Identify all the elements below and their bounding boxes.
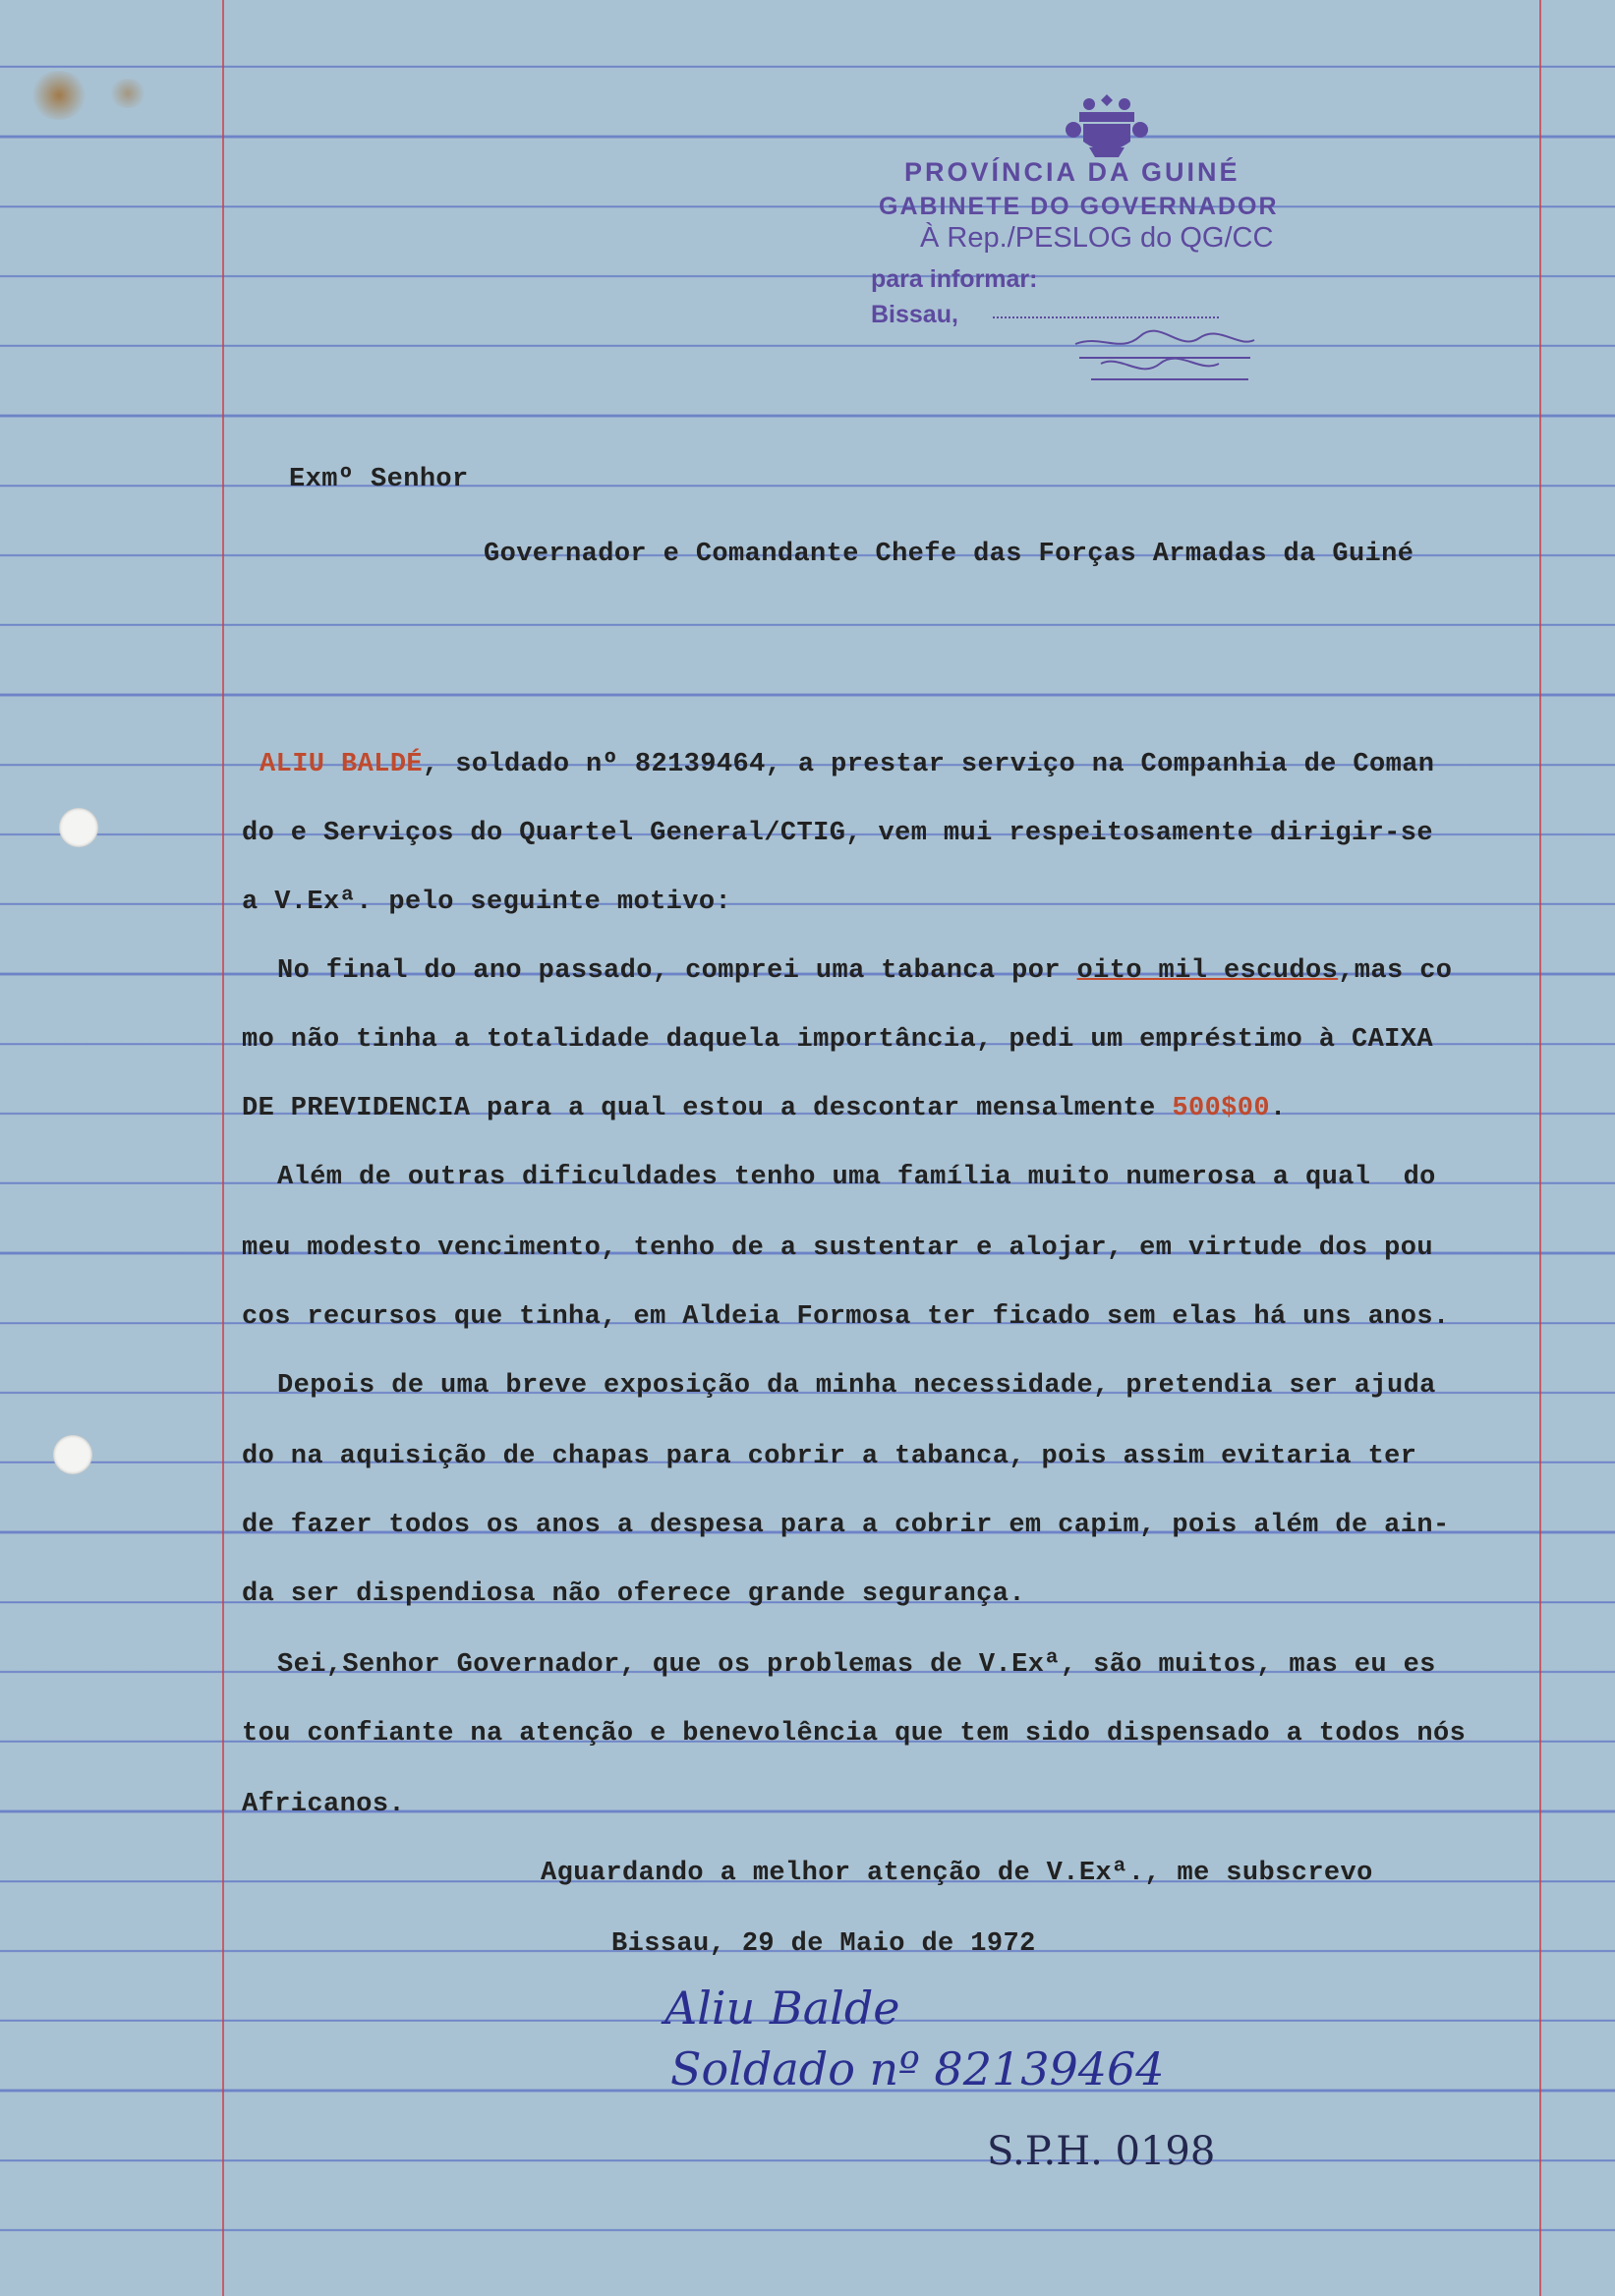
stamp-department: À Rep./PESLOG do QG/CC [920,222,1274,254]
signature-name: Aliu Balde [664,1981,900,2035]
coat-of-arms-icon [1060,90,1154,161]
date-line: Bissau, 29 de Maio de 1972 [611,1929,1036,1959]
stamp-date-line [993,316,1219,318]
body-line-13: da ser dispendiosa não oferece grande segurança. [242,1579,1025,1609]
body-line-6: DE PREVIDENCIA para a qual estou a descontar mensalmente 500$00. [242,1094,1287,1123]
salutation-addressee: Governador e Comandante Chefe das Forças Armadas da Guiné [484,540,1414,569]
stamp-cabinet: GABINETE DO GOVERNADOR [879,193,1279,220]
amount-underlined: oito mil escudos [1076,956,1339,986]
punch-hole-bottom [53,1435,92,1474]
body-line-14: Sei,Senhor Governador, que os problemas de V.Exª, são muitos, mas eu es [277,1650,1436,1680]
archive-reference: S.P.H. 0198 [987,2129,1216,2174]
stamp-province: PROVÍNCIA DA GUINÉ [904,157,1240,187]
body-line-16: Africanos. [242,1790,406,1819]
body-line-2: do e Serviços do Quartel General/CTIG, vem mui respeitosamente dirigir-se [242,819,1433,848]
rust-stain [29,71,88,120]
rust-stain-small [108,79,147,108]
body-line-15: tou confiante na atenção e benevolência que tem sido dispensado a todos nós [242,1719,1467,1749]
body-line-10: Depois de uma breve exposição da minha necessidade, pretendia ser ajuda [277,1371,1436,1401]
body-line-1: ALIU BALDÉ, soldado nº 82139464, a prestar serviço na Companhia de Coman [260,750,1435,779]
stamp-inform: para informar: [871,265,1038,293]
signature-rank: Soldado nº 82139464 [670,2042,1165,2095]
body-line-5: mo não tinha a totalidade daquela importância, pedi um empréstimo à CAIXA [242,1025,1433,1055]
body-line-8: meu modesto vencimento, tenho de a sustentar e alojar, em virtude dos pou [242,1234,1433,1263]
body-line-12: de fazer todos os anos a despesa para a cobrir em capim, pois além de ain- [242,1511,1450,1540]
stamp-signature-scribble [1071,324,1258,383]
official-stamp [865,79,1356,403]
right-margin-line [1539,0,1541,2296]
sender-name: ALIU BALDÉ [260,750,424,779]
body-line-9: cos recursos que tinha, em Aldeia Formosa ter ficado sem elas há uns anos. [242,1302,1450,1332]
closing-line: Aguardando a melhor atenção de V.Exª., me subscrevo [541,1859,1373,1888]
monthly-amount: 500$00 [1172,1094,1270,1123]
salutation-greeting: Exmº Senhor [289,465,469,494]
punch-hole-top [59,808,98,847]
body-line-11: do na aquisição de chapas para cobrir a tabanca, pois assim evitaria ter [242,1442,1417,1471]
body-line-3: a V.Exª. pelo seguinte motivo: [242,888,732,917]
body-line-4: No final do ano passado, comprei uma tabanca por oito mil escudos,mas co [277,956,1453,986]
body-line-7: Além de outras dificuldades tenho uma família muito numerosa a qual do [277,1163,1436,1192]
stamp-bissau: Bissau, [871,301,958,328]
left-margin-line [222,0,224,2296]
